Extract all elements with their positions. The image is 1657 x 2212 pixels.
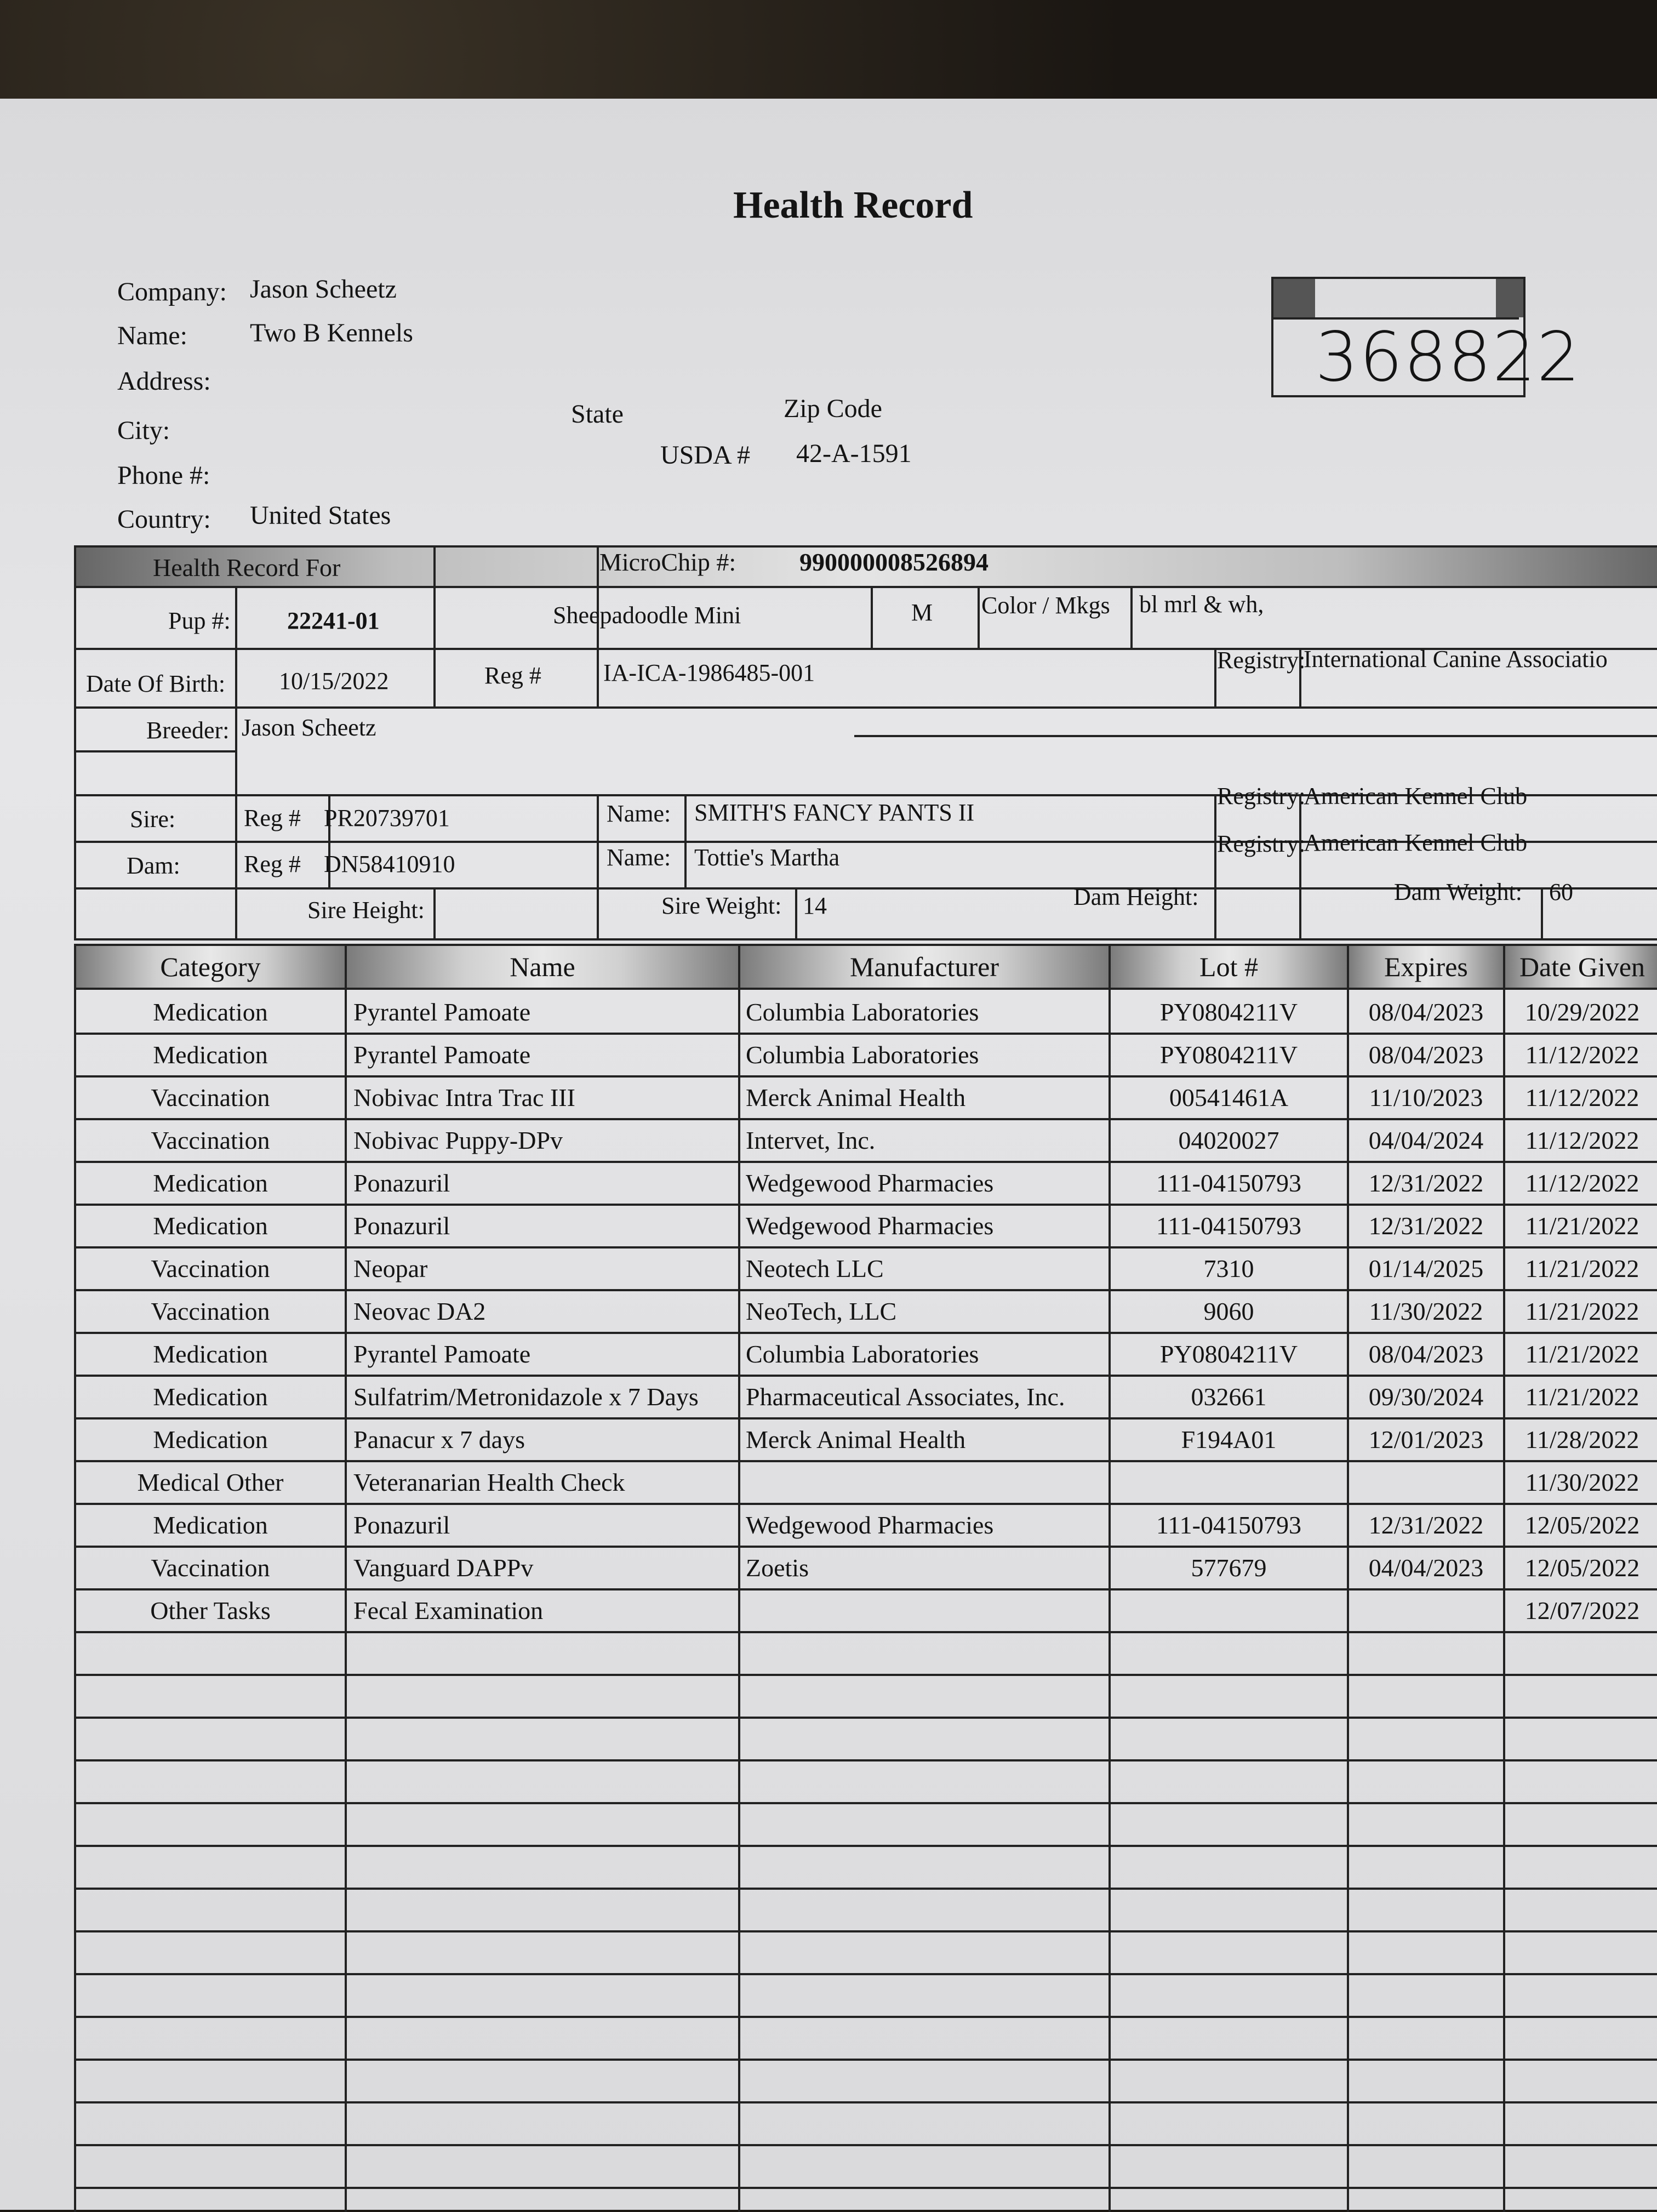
sire-label: Sire:: [130, 806, 176, 833]
sire-registry-value: American Kennel Club: [1304, 783, 1528, 809]
cell-lot: 032661: [1191, 1383, 1267, 1411]
reg-label: Reg #: [484, 662, 541, 689]
cell-date-given: 11/21/2022: [1525, 1383, 1639, 1411]
breeder-label: Breeder:: [146, 717, 230, 744]
empty-table-row: [76, 2059, 1657, 2103]
usda-value: 42-A-1591: [796, 439, 912, 468]
table-row: [76, 1033, 1657, 1078]
phone-label: Phone #:: [117, 461, 210, 490]
table-row: [76, 990, 1657, 1035]
cell-expires: 08/04/2023: [1368, 998, 1484, 1026]
cell-manufacturer: Merck Animal Health: [746, 1084, 966, 1111]
reg-value: IA-ICA-1986485-001: [603, 659, 815, 686]
table-row: [76, 1332, 1657, 1377]
cell-date-given: 11/30/2022: [1525, 1468, 1639, 1496]
cell-name: Pyrantel Pamoate: [353, 1041, 531, 1069]
country-value: United States: [250, 501, 391, 530]
cell-lot: 7310: [1203, 1255, 1254, 1282]
pup-label: Pup #:: [168, 607, 231, 634]
empty-table-row: [76, 1759, 1657, 1804]
cell-date-given: 11/28/2022: [1525, 1426, 1639, 1453]
empty-table-row: [76, 1631, 1657, 1676]
cell-expires: 09/30/2024: [1368, 1383, 1484, 1411]
pup-info-grid: [74, 545, 1657, 940]
company-label: Company:: [117, 277, 227, 306]
dam-reg-value: DN58410910: [324, 851, 455, 877]
tab-shade-left: [1273, 279, 1315, 317]
zip-label: Zip Code: [784, 394, 882, 423]
cell-expires: [1349, 1460, 1503, 1503]
header-name: Name: [347, 946, 738, 988]
color-label: Color / Mkgs: [981, 592, 1110, 619]
registry-value: International Canine Associatio: [1304, 646, 1608, 672]
cell-category: Medication: [153, 1383, 268, 1411]
cell-manufacturer: Columbia Laboratories: [746, 998, 979, 1026]
cell-lot: [1111, 1588, 1347, 1631]
cell-lot: 111-04150793: [1156, 1169, 1301, 1197]
cell-name: Nobivac Puppy-DPv: [353, 1126, 563, 1154]
dam-weight-value: 60: [1549, 879, 1573, 905]
sire-name-label: Name:: [607, 800, 671, 827]
header-expires: Expires: [1349, 946, 1503, 988]
cell-manufacturer: Columbia Laboratories: [746, 1340, 979, 1368]
cell-manufacturer: Pharmaceutical Associates, Inc.: [746, 1383, 1065, 1411]
cell-lot: 00541461A: [1169, 1084, 1289, 1111]
sire-weight-label: Sire Weight:: [661, 892, 782, 919]
cell-name: Vanguard DAPPv: [353, 1554, 534, 1582]
cell-lot: 04020027: [1178, 1126, 1279, 1154]
dam-label: Dam:: [127, 852, 180, 879]
cell-lot: 577679: [1191, 1554, 1267, 1582]
cell-expires: 08/04/2023: [1368, 1041, 1484, 1069]
cell-manufacturer: Wedgewood Pharmacies: [746, 1169, 994, 1197]
breed-value: Sheepadoodle Mini: [553, 602, 741, 629]
empty-table-row: [76, 1845, 1657, 1890]
name-value: Two B Kennels: [250, 318, 413, 347]
health-record-for-label: Health Record For: [153, 554, 341, 581]
dam-height-label: Dam Height:: [1073, 883, 1199, 910]
sire-weight-value: 14: [803, 892, 827, 919]
cell-lot: PY0804211V: [1159, 1041, 1298, 1069]
cell-name: Ponazuril: [353, 1511, 450, 1539]
table-row: [76, 1289, 1657, 1334]
cell-expires: 12/01/2023: [1368, 1426, 1484, 1453]
cell-category: Vaccination: [151, 1255, 270, 1282]
cell-name: Panacur x 7 days: [353, 1426, 525, 1453]
dam-name-label: Name:: [607, 844, 671, 871]
sire-reg-label: Reg #: [244, 805, 301, 831]
cell-category: Other Tasks: [150, 1597, 271, 1624]
dob-label: Date Of Birth:: [86, 670, 226, 697]
address-label: Address:: [117, 367, 211, 396]
page-title: Health Record: [733, 184, 973, 226]
cell-manufacturer: Zoetis: [746, 1554, 809, 1582]
cell-lot: 111-04150793: [1156, 1212, 1301, 1240]
table-row: [76, 1417, 1657, 1462]
cell-category: Vaccination: [151, 1297, 270, 1325]
usda-label: USDA #: [660, 441, 751, 470]
dam-reg-label: Reg #: [244, 851, 301, 877]
country-label: Country:: [117, 505, 211, 534]
cell-manufacturer: Columbia Laboratories: [746, 1041, 979, 1069]
cell-lot: [1111, 1460, 1347, 1503]
cell-name: Pyrantel Pamoate: [353, 1340, 531, 1368]
cell-name: Ponazuril: [353, 1169, 450, 1197]
sire-height-label: Sire Height:: [307, 897, 425, 923]
empty-table-row: [76, 1973, 1657, 2018]
cell-category: Medication: [153, 1041, 268, 1069]
treatment-table: [74, 944, 1657, 2212]
table-row: [76, 1375, 1657, 1419]
dob-value: 10/15/2022: [279, 668, 389, 694]
microchip-label: MicroChip #:: [599, 548, 736, 576]
sire-reg-value: PR20739701: [324, 805, 450, 831]
color-value: bl mrl & wh,: [1139, 591, 1264, 618]
cell-manufacturer: NeoTech, LLC: [746, 1297, 897, 1325]
dam-registry-label: Registry:: [1217, 830, 1306, 857]
cell-lot: PY0804211V: [1159, 1340, 1298, 1368]
dam-name-value: Tottie's Martha: [694, 844, 840, 871]
cell-date-given: 11/21/2022: [1525, 1340, 1639, 1368]
microchip-value: 990000008526894: [799, 548, 989, 576]
company-value: Jason Scheetz: [250, 275, 397, 304]
cell-name: Ponazuril: [353, 1212, 450, 1240]
cell-expires: 12/31/2022: [1368, 1511, 1484, 1539]
cell-expires: [1349, 1588, 1503, 1631]
cell-date-given: 10/29/2022: [1524, 998, 1640, 1026]
breeder-value: Jason Scheetz: [242, 714, 376, 741]
cell-date-given: 12/07/2022: [1524, 1597, 1640, 1624]
cell-lot: 111-04150793: [1156, 1511, 1301, 1539]
cell-date-given: 11/12/2022: [1525, 1041, 1639, 1069]
state-label: State: [571, 400, 624, 429]
cell-date-given: 11/21/2022: [1525, 1255, 1639, 1282]
empty-table-row: [76, 1674, 1657, 1719]
cell-category: Medication: [153, 1511, 268, 1539]
header-lot: Lot #: [1111, 946, 1347, 988]
cell-date-given: 11/12/2022: [1525, 1126, 1639, 1154]
cell-category: Medication: [153, 1426, 268, 1453]
cell-expires: 11/10/2023: [1369, 1084, 1483, 1111]
cell-date-given: 11/21/2022: [1525, 1212, 1639, 1240]
empty-table-row: [76, 2101, 1657, 2146]
cell-manufacturer: Wedgewood Pharmacies: [746, 1212, 994, 1240]
cell-expires: 01/14/2025: [1368, 1255, 1484, 1282]
cell-date-given: 12/05/2022: [1524, 1554, 1640, 1582]
cell-manufacturer: [746, 1460, 1107, 1503]
cell-name: Sulfatrim/Metronidazole x 7 Days: [353, 1383, 699, 1411]
cell-category: Medication: [153, 1212, 268, 1240]
empty-table-row: [76, 1802, 1657, 1847]
cell-manufacturer: Wedgewood Pharmacies: [746, 1511, 994, 1539]
tab-shade-right: [1496, 279, 1523, 317]
cell-category: Medical Other: [137, 1468, 284, 1496]
table-row: [76, 1204, 1657, 1248]
cell-category: Medication: [153, 1340, 268, 1368]
header-category: Category: [76, 946, 345, 988]
table-row: [76, 1460, 1657, 1505]
cell-category: Vaccination: [151, 1126, 270, 1154]
sex-value: M: [911, 599, 933, 626]
empty-table-row: [76, 1888, 1657, 1932]
dam-registry-value: American Kennel Club: [1304, 829, 1528, 856]
registry-label: Registry:: [1217, 647, 1306, 674]
cell-category: Medication: [153, 1169, 268, 1197]
empty-table-row: [76, 1930, 1657, 1975]
table-row: [76, 1588, 1657, 1633]
cell-name: Neopar: [353, 1255, 428, 1282]
sire-name-value: SMITH'S FANCY PANTS II: [694, 799, 975, 826]
sire-registry-label: Registry:: [1217, 783, 1306, 809]
cell-expires: 04/04/2024: [1368, 1126, 1484, 1154]
cell-category: Vaccination: [151, 1084, 270, 1111]
table-row: [76, 1246, 1657, 1291]
empty-table-row: [76, 2144, 1657, 2189]
cell-name: Pyrantel Pamoate: [353, 998, 531, 1026]
cell-manufacturer: Neotech LLC: [746, 1255, 884, 1282]
cell-name: Fecal Examination: [353, 1597, 544, 1624]
cell-lot: 9060: [1203, 1297, 1254, 1325]
cell-name: Nobivac Intra Trac III: [353, 1084, 575, 1111]
cell-expires: 12/31/2022: [1368, 1212, 1484, 1240]
table-row: [76, 1075, 1657, 1120]
cell-manufacturer: Merck Animal Health: [746, 1426, 966, 1453]
dam-weight-label: Dam Weight:: [1394, 879, 1522, 905]
cell-name: Neovac DA2: [353, 1297, 486, 1325]
cell-expires: 04/04/2023: [1368, 1554, 1484, 1582]
header-manufacturer: Manufacturer: [740, 946, 1109, 988]
cell-date-given: 11/12/2022: [1525, 1084, 1639, 1111]
table-row: [76, 1161, 1657, 1206]
pup-value: 22241-01: [287, 607, 380, 634]
table-row: [76, 1118, 1657, 1163]
cell-expires: 12/31/2022: [1368, 1169, 1484, 1197]
header-date-given: Date Given: [1505, 946, 1657, 988]
city-label: City:: [117, 416, 170, 445]
table-row: [76, 1546, 1657, 1590]
cell-date-given: 12/05/2022: [1524, 1511, 1640, 1539]
cell-category: Vaccination: [151, 1554, 270, 1582]
table-row: [76, 1503, 1657, 1548]
cell-name: Veteranarian Health Check: [353, 1468, 625, 1496]
cell-expires: 11/30/2022: [1369, 1297, 1483, 1325]
name-label: Name:: [117, 321, 187, 350]
cell-category: Medication: [153, 998, 268, 1026]
cell-lot: F194A01: [1181, 1426, 1277, 1453]
cell-manufacturer: [746, 1588, 1107, 1631]
cell-date-given: 11/12/2022: [1525, 1169, 1639, 1197]
empty-table-row: [76, 1717, 1657, 1761]
cell-lot: PY0804211V: [1159, 998, 1298, 1026]
cell-date-given: 11/21/2022: [1525, 1297, 1639, 1325]
cell-manufacturer: Intervet, Inc.: [746, 1126, 876, 1154]
cell-expires: 08/04/2023: [1368, 1340, 1484, 1368]
handwritten-number: 368822: [1315, 318, 1581, 397]
empty-table-row: [76, 2016, 1657, 2061]
